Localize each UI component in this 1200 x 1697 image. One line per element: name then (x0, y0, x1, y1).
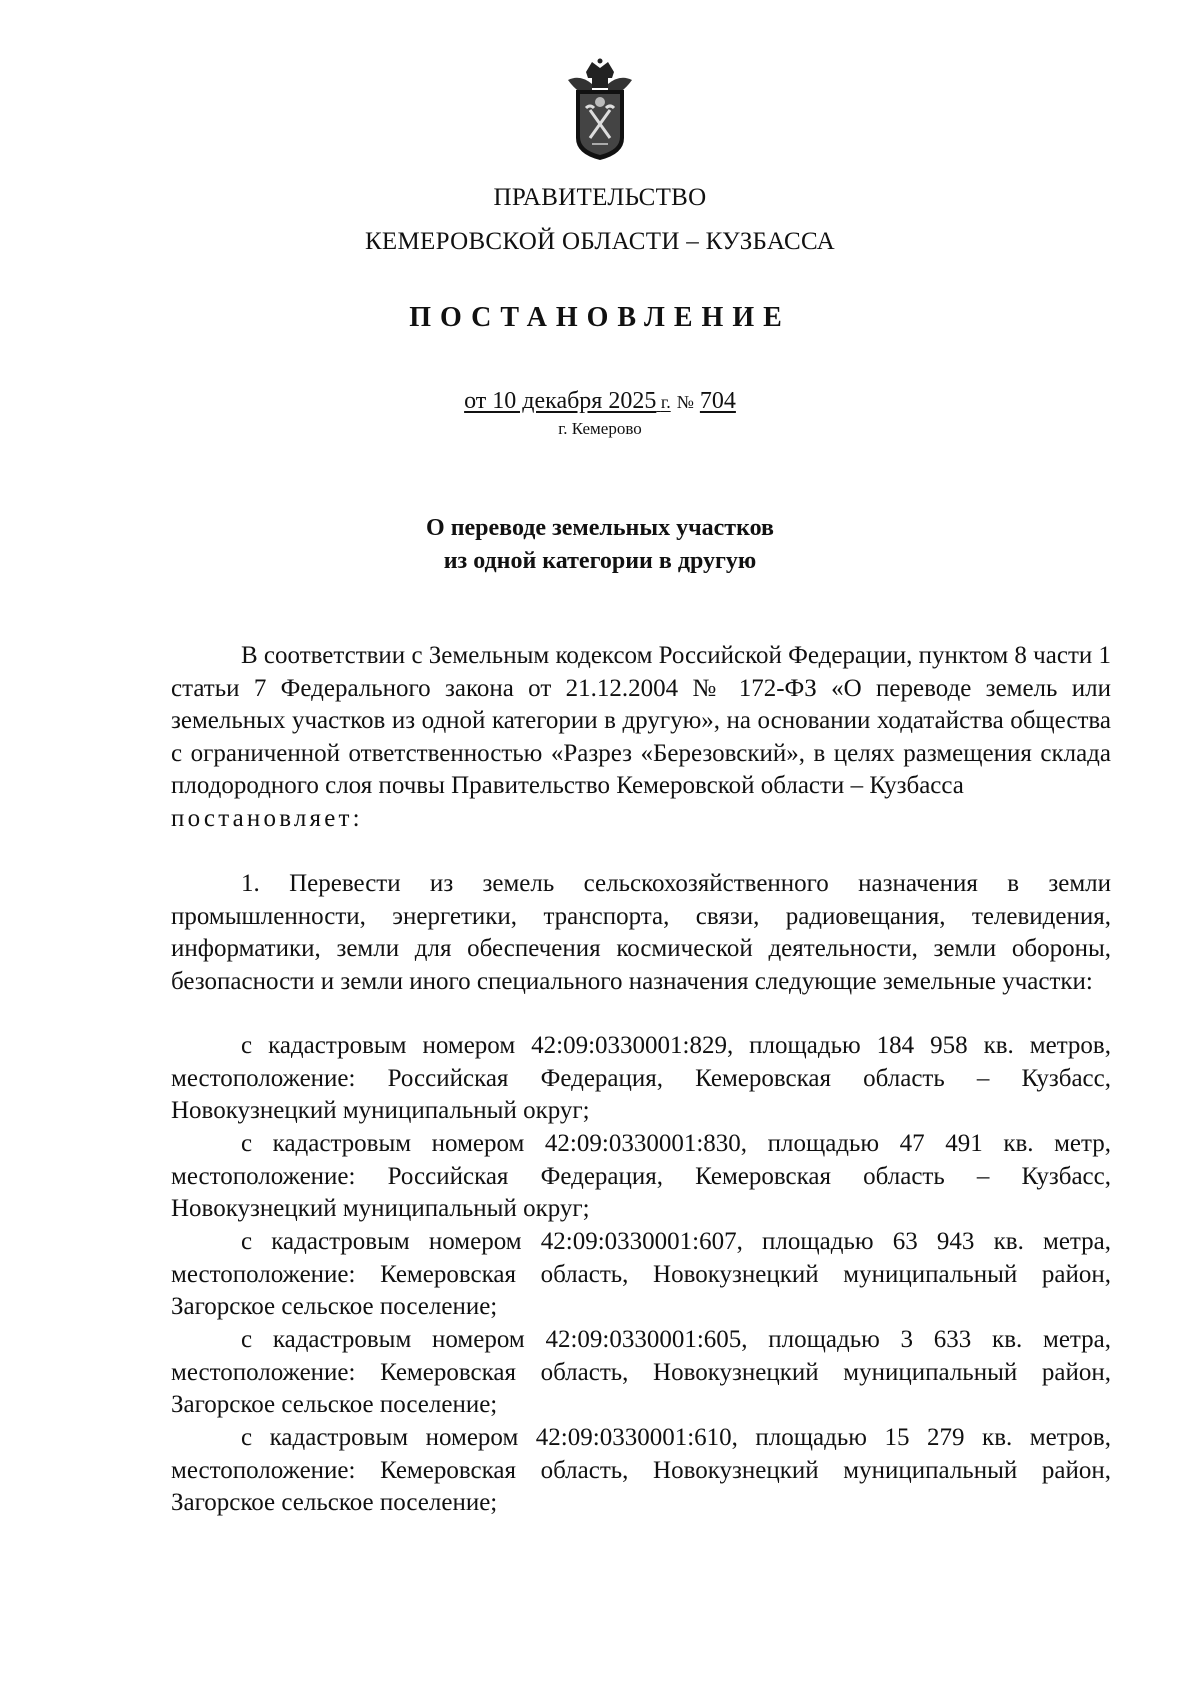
item-1-text: 1. Перевести из земель сельскохозяйственного назначения в земли промышленности, энергетики, транспорта, связи, радиовещания, телевидения, информатики, земли для обеспечения космической деятельности, земли обороны, безопасности и земли иного специального назначения следующие земельные участки: (171, 870, 1111, 995)
title-line1: О переводе земельных участков (426, 515, 774, 541)
date-year-suffix: г. (660, 392, 671, 412)
document-number: 704 (699, 388, 736, 414)
document-title (0, 512, 1200, 578)
org-name-line1: ПРАВИТЕЛЬСТВО (493, 184, 707, 211)
item-1-paragraph (171, 868, 1111, 998)
resolves-word: постановляет: (171, 804, 363, 832)
title-line2: из одной категории в другую (443, 548, 757, 574)
plot-text: с кадастровым номером 42:09:0330001:605, площадью 3 633 кв. метра, местоположение: Кемеровская область, Новокузнецкий муниципальный район, Загорское сельское поселение; (171, 1326, 1111, 1419)
number-label: № (676, 392, 694, 412)
plot-list-item (171, 1422, 1111, 1520)
date-number-line (0, 386, 1200, 417)
plot-text: с кадастровым номером 42:09:0330001:830, площадью 47 491 кв. метр, местоположение: Российская Федерация, Кемеровская область – Кузбасс, Новокузнецкий муниципальный округ; (171, 1130, 1111, 1223)
plot-list-item (171, 1128, 1111, 1226)
preamble-paragraph (171, 640, 1111, 836)
plot-list-item (171, 1324, 1111, 1422)
plot-text: с кадастровым номером 42:09:0330001:829, площадью 184 958 кв. метров, местоположение: Российская Федерация, Кемеровская область – Кузбасс, Новокузнецкий муниципальный округ; (171, 1032, 1111, 1125)
plot-text: с кадастровым номером 42:09:0330001:610, площадью 15 279 кв. метров, местоположение: Кемеровская область, Новокузнецкий муниципальный район, Загорское сельское поселение; (171, 1424, 1111, 1517)
coat-of-arms-icon (562, 58, 638, 162)
plot-list-item (171, 1226, 1111, 1324)
document-date: от 10 декабря 2025 (464, 388, 657, 414)
preamble-text: В соответствии с Земельным кодексом Российской Федерации, пунктом 8 части 1 статьи 7 Федерального закона от 21.12.2004 № 172-ФЗ «О переводе земель или земельных участков из одной категории в другую», на основании ходатайства общества с ограниченной ответственностью «Разрез «Березовский», в целях размещения склада плодородного слоя почвы Правительство Кемеровской области – Кузбасса постановляет: (171, 640, 1111, 836)
org-name-line2: КЕМЕРОВСКОЙ ОБЛАСТИ – КУЗБАССА (364, 228, 836, 255)
document-city: г. Кемерово (558, 419, 642, 438)
document-type: ПОСТАНОВЛЕНИЕ (409, 302, 791, 333)
plot-text: с кадастровым номером 42:09:0330001:607, площадью 63 943 кв. метра, местоположение: Кемеровская область, Новокузнецкий муниципальный район, Загорское сельское поселение; (171, 1228, 1111, 1321)
plot-list-item (171, 1030, 1111, 1128)
